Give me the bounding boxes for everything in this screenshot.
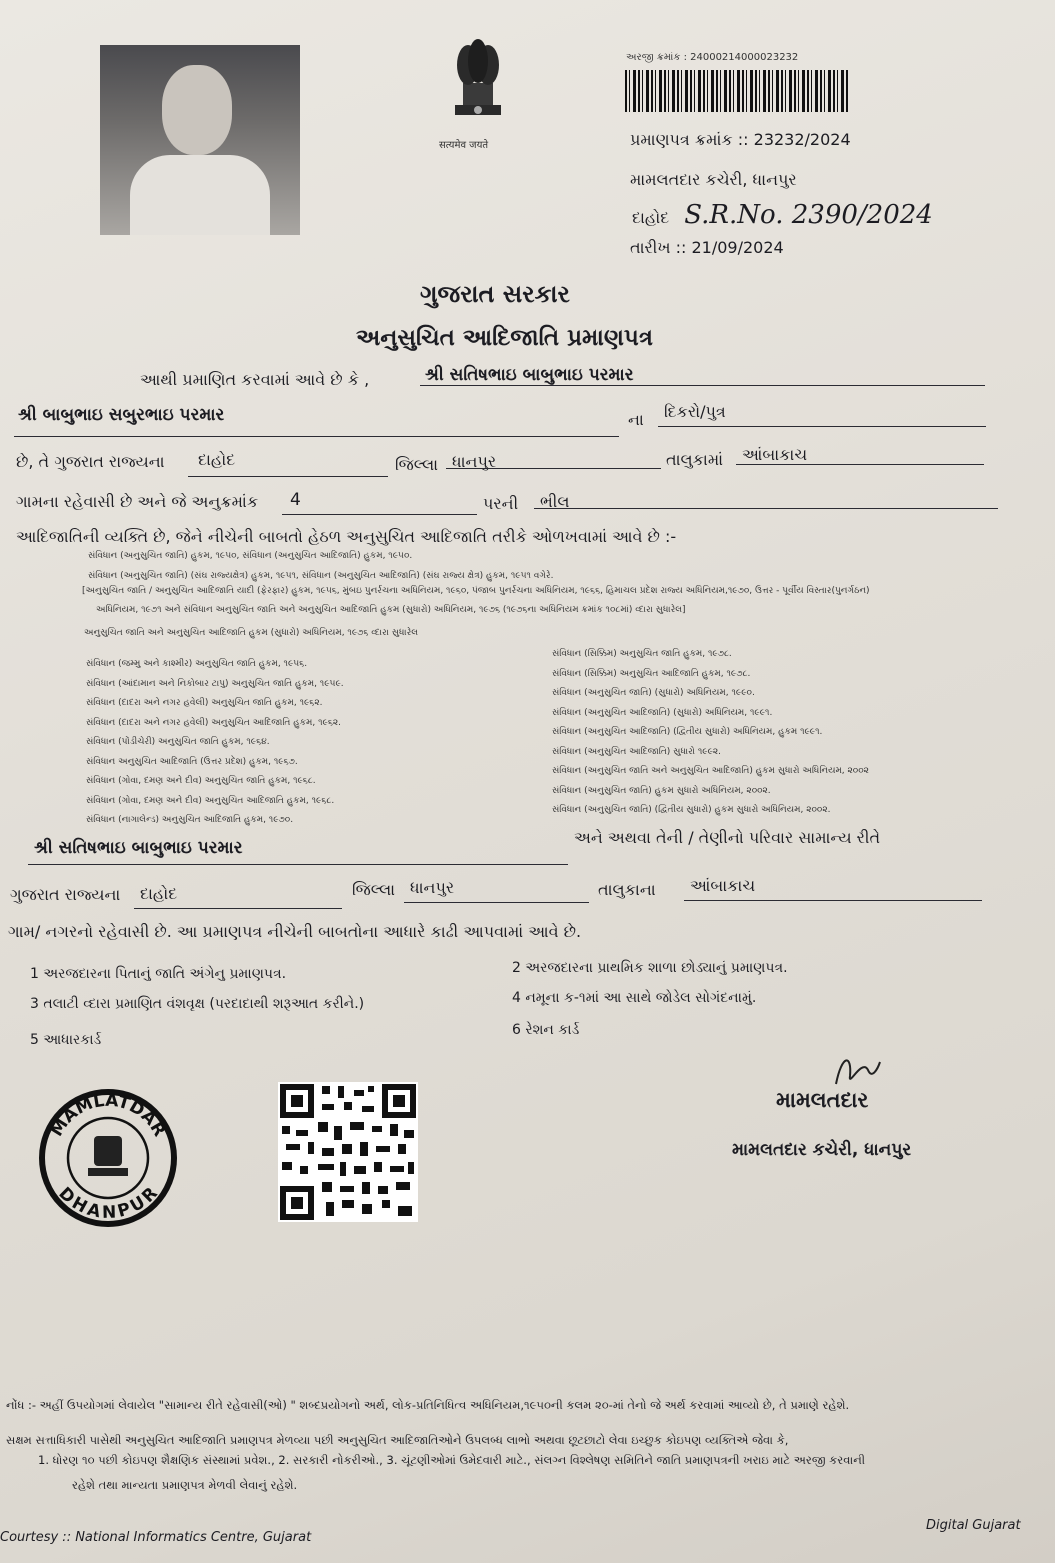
order-line: સંવિધાન (આંદામાન અને નિકોબાર ટાપુ) અનુસુચિત જાતિ હુકમ, ૧૯૫૯.: [86, 678, 344, 689]
svg-text:DHANPUR: [54, 1184, 161, 1223]
family-text: અને અથવા તેની / તેણીનો પરિવાર સામાન્ય રીતે: [574, 828, 881, 847]
order-line: અનુસુચિત જાતિ અને અનુસુચિત આદિજાતિ હુકમ (સુધારો) અધિનિયમ, ૧૯૭૬ વ્દારા સુધારેલ: [84, 628, 419, 638]
of-page-label: પરની: [483, 494, 519, 513]
order-line: સંવિધાન (ગોવા, દમણ અને દીવ) અનુસુચિત જાતિ હુકમ, ૧૯૬૮.: [86, 776, 316, 786]
certificate-title: અનુસુચિત આદિજાતિ પ્રમાણપત્ર: [356, 325, 654, 351]
tribe: ભીલ: [540, 492, 570, 511]
residence-state-prefix: ગુજરાત રાજ્યના: [10, 885, 121, 904]
residence-taluka: ધાનપુર: [410, 878, 455, 897]
government-title: ગુજરાત સરકાર: [420, 280, 570, 308]
order-line: સંવિધાન (દાદરા અને નગર હવેલી) અનુસુચિત આદિજાતિ હુકમ, ૧૯૬૨.: [86, 717, 342, 728]
relation: દિકરો/પુત્ર: [664, 402, 726, 421]
document-item: 4 નમૂના ક-૧માં આ સાથે જોડેલ સોગંદનામું.: [512, 990, 757, 1006]
order-line: સંવિધાન (અનુસુચિત આદિજાતિ) (સુધારો) અધિનિયમ, ૧૯૯૧.: [552, 707, 773, 718]
emblem-motto: सत्यमेव जयते: [439, 140, 489, 151]
svg-text:MAMLATDAR: [47, 1091, 170, 1140]
order-line: સંવિધાન અનુસુચિત આદિજાતિ (ઉત્તર પ્રદેશ) હુકમ, ૧૯૬૭.: [86, 756, 298, 767]
national-emblem-icon: [433, 35, 523, 150]
note-line: રહેશે તથા માન્યતા પ્રમાણપત્ર મેળવી લેવાનું રહેશે.: [72, 1478, 298, 1492]
document-item: 5 આધારકાર્ડ: [30, 1032, 102, 1048]
residence-village: આંબાકાચ: [690, 876, 756, 895]
signature-title: મામલતદાર: [776, 1088, 869, 1112]
father-name: શ્રી બાબુભાઇ સબુરભાઇ પરમાર: [18, 405, 225, 425]
serial-no: 4: [290, 490, 301, 510]
order-line: સંવિધાન (અનુસુચિત જાતિ અને અનુસુચિત આદિજાતિ) હુકમ સુધારો અધિનિયમ, ૨૦૦૨: [552, 766, 869, 776]
order-line: સંવિધાન (અનુસુચિત જાતિ) (સુધારો) અધિનિયમ, ૧૯૯૦.: [552, 688, 755, 698]
district-label: જિલ્લા: [395, 455, 439, 474]
office-line: મામલતદાર કચેરી, ધાનપુર: [630, 170, 797, 189]
date-row: તારીખ :: 21/09/2024: [630, 238, 784, 257]
document-item: 6 રેશન કાર્ડ: [512, 1022, 580, 1038]
certificate-no: 23232/2024: [753, 130, 851, 149]
applicant-photo: [100, 45, 300, 235]
signature-office: મામલતદાર કચેરી, ધાનપુર: [732, 1140, 912, 1160]
note-line: 1. ધોરણ ૧૦ પછી કોઇપણ શૈક્ષણિક સંસ્થામાં પ્રવેશ., 2. સરકારી નોકરીઓ., 3. ચૂંટણીઓમાં ઉમેદવારી માટે., સંલગ્ન વિશ્લેષણ સમિતિને જાતિ પ્રમાણપત્રની ખરાઇ માટે અરજી કરવાની: [38, 1453, 866, 1467]
order-line: સંવિધાન (અનુસુચિત આદિજાતિ) સુધારો ૧૯૯૨.: [552, 746, 722, 757]
order-line: [અનુસુચિત જાતિ / અનુસુચિત આદિજાતિ યાદી (ફેરફાર) હુકમ, ૧૯૫૬, મુંબઇ પુનર્રચના અધિનિયમ, ૧૯૬૦, પંજાબ પુનર્રચના અધિનિયમ, ૧૯૬૬, હિમાચલ પ્રદેશ રાજ્ય અધિનિયમ,૧૯૭૦, ઉત્તર - પૂર્વીય વિસ્તાર(પુનર્ગઠન): [82, 586, 870, 596]
seal-top-text: MAMLATDAR: [46, 1090, 170, 1141]
application-no: 24000214000023232: [690, 52, 799, 63]
district: દાહોદ: [198, 450, 236, 469]
of-label: ના: [628, 410, 644, 429]
residence-closing-line: ગામ/ નગરનો રહેવાસી છે. આ પ્રમાણપત્ર નીચેની બાબતોના આધારે કાઢી આપવામાં આવે છે.: [8, 922, 582, 941]
footer-digital-gujarat: Digital Gujarat: [926, 1518, 1021, 1533]
note-line: સક્ષમ સત્તાધિકારી પાસેથી અનુસુચિત આદિજાતિ પ્રમાણપત્ર મેળવ્યા પછી અનુસુચિત આદિજાતિઓને ઉપલબ્ધ લાભો અથવા છૂટછાટો લેવા ઇચ્છુક કોઇપણ વ્યક્તિએ જેવા કે,: [6, 1433, 789, 1447]
taluka: ધાનપુર: [452, 452, 497, 471]
order-line: સંવિધાન (અનુસુચિત જાતિ) (સંઘ રાજ્યક્ષેત્ર) હુકમ, ૧૯૫૧, સંવિધાન (અનુસુચિત આદિજાતિ) (સંઘ રાજ્ય ક્ષેત્ર) હુકમ, ૧૯૫૧ વગેરે.: [88, 571, 554, 581]
orders-right-column: [552, 645, 869, 821]
footer-courtesy: Courtesy :: National Informatics Centre, Gujarat: [0, 1530, 312, 1545]
qr-code: [278, 1082, 418, 1222]
certificate-no-row: પ્રમાણપત્ર ક્રમાંક :: 23232/2024: [630, 130, 851, 149]
note-line: નોંધ :- અહીં ઉપયોગમાં લેવાયેલ "સામાન્ય રીતે રહેવાસી(ઓ) " શબ્દપ્રયોગનો અર્થ, લોક-પ્રતિનિધિત્વ અધિનિયમ,૧૯૫૦ની કલમ ૨૦-માં તેનો જે અર્થ કરવામાં આવ્યો છે, તે પ્રમાણે રહેશે.: [6, 1398, 850, 1412]
order-line: સંવિધાન (અનુસુચિત જાતિ) (દ્વિતીય સુધારો) હુકમ સુધારો અધિનિયમ, ૨૦૦૨.: [552, 805, 831, 815]
barcode: [625, 70, 850, 112]
residence-taluka-label: તાલુકાના: [598, 880, 656, 899]
order-line: સંવિધાન (સિક્કિમ) અનુસુચિત જાતિ હુકમ, ૧૯૭૮.: [552, 649, 732, 659]
residence-district-label: જિલ્લા: [352, 880, 396, 899]
order-line: સંવિધાન (સિક્કિમ) અનુસુચિત આદિજાતિ હુકમ, ૧૯૭૮.: [552, 668, 751, 679]
order-line: સંવિધાન (દાદરા અને નગર હવેલી) અનુસુચિત જાતિ હુકમ, ૧૯૬૨.: [86, 698, 323, 708]
residence-district: દાહોદ: [140, 884, 178, 903]
residence-name: શ્રી સતિષભાઇ બાબુભાઇ પરમાર: [34, 838, 243, 858]
document-item: 1 અરજદારના પિતાનું જાતિ અંગેનુ પ્રમાણપત્ર.: [30, 966, 287, 982]
document-item: 3 તલાટી વ્દારા પ્રમાણિત વંશવૃક્ષ (પરદાદાથી શરૂઆત કરીને.): [30, 996, 365, 1012]
document-item: 2 અરજદારના પ્રાથમિક શાળા છોડ્યાનું પ્રમાણપત્ર.: [512, 960, 788, 976]
order-line: સંવિધાન (નાગાલેન્ડ) અનુસુચિત આદિજાતિ હુકમ, ૧૯૭૦.: [86, 815, 294, 825]
seal-bottom-text: DHANPUR: [54, 1183, 162, 1223]
order-line: સંવિધાન (અનુસુચિત આદિજાતિ) (દ્વિતીય સુધારો) અધિનિયમ, હુકમ ૧૯૯૧.: [552, 727, 823, 737]
order-line: સંવિધાન (અનુસુચિત જાતિ) હુકમ, ૧૯૫૦, સંવિધાન (અનુસુચિત આદિજાતિ) હુકમ, ૧૯૫૦.: [88, 551, 413, 561]
order-line: સંવિધાન (ગોવા, દમણ અને દીવ) અનુસુચિત આદિજાતિ હુકમ, ૧૯૬૮.: [86, 795, 335, 806]
taluka-label: તાલુકામાં: [666, 450, 724, 469]
order-line: સંવિધાન (અનુસુચિત જાતિ) હુકમ સુધારો અધિનિયમ, ૨૦૦૨.: [552, 785, 771, 796]
intro-text: આથી પ્રમાણિત કરવામાં આવે છે કે ,: [140, 370, 370, 389]
date: 21/09/2024: [691, 238, 784, 257]
orders-left-column: [86, 655, 344, 831]
application-no-label: અરજી ક્રમાંક : 24000214000023232: [626, 52, 799, 63]
village-line-prefix: ગામના રહેવાસી છે અને જે અનુક્રમાંક: [16, 492, 259, 511]
village: આંબાકાચ: [742, 445, 808, 464]
applicant-name: શ્રી સતિષભાઇ બાબુભાઇ પરમાર: [425, 365, 634, 385]
order-line: સંવિધાન (જમ્મુ અને કાશ્મીર) અનુસુચિત જાતિ હુકમ, ૧૯૫૬.: [86, 659, 308, 669]
recognition-line: આદિજાતિની વ્યક્તિ છે, જેને નીચેની બાબતો હેઠળ અનુસુચિત આદિજાતિ તરીકે ઓળખવામાં આવે છે :-: [16, 527, 677, 546]
order-line: અધિનિયમ, ૧૯૭૧ અને સંવિધાન અનુસુચિત જાતિ અને અનુસુચિત આદિજાતિ હુકમ (સુધારો) અધિનિયમ, ૧૯૭૬ (૧૯૭૬ના અધિનિયમ ક્રમાંક ૧૦૮માં) વ્દારા સુધારેલ]: [96, 605, 686, 615]
state-prefix: છે, તે ગુજરાત રાજ્યના: [16, 452, 165, 471]
order-line: સંવિધાન (પોંડીચેરી) અનુસુચિત જાતિ હુકમ, ૧૯૬૪.: [86, 737, 270, 747]
handwritten-ref: S.R.No. 2390/2024: [684, 200, 933, 230]
handwritten-ref-row: દાહોદ S.R.No. 2390/2024: [632, 200, 933, 230]
mamlatdar-seal-icon: [38, 1088, 178, 1228]
